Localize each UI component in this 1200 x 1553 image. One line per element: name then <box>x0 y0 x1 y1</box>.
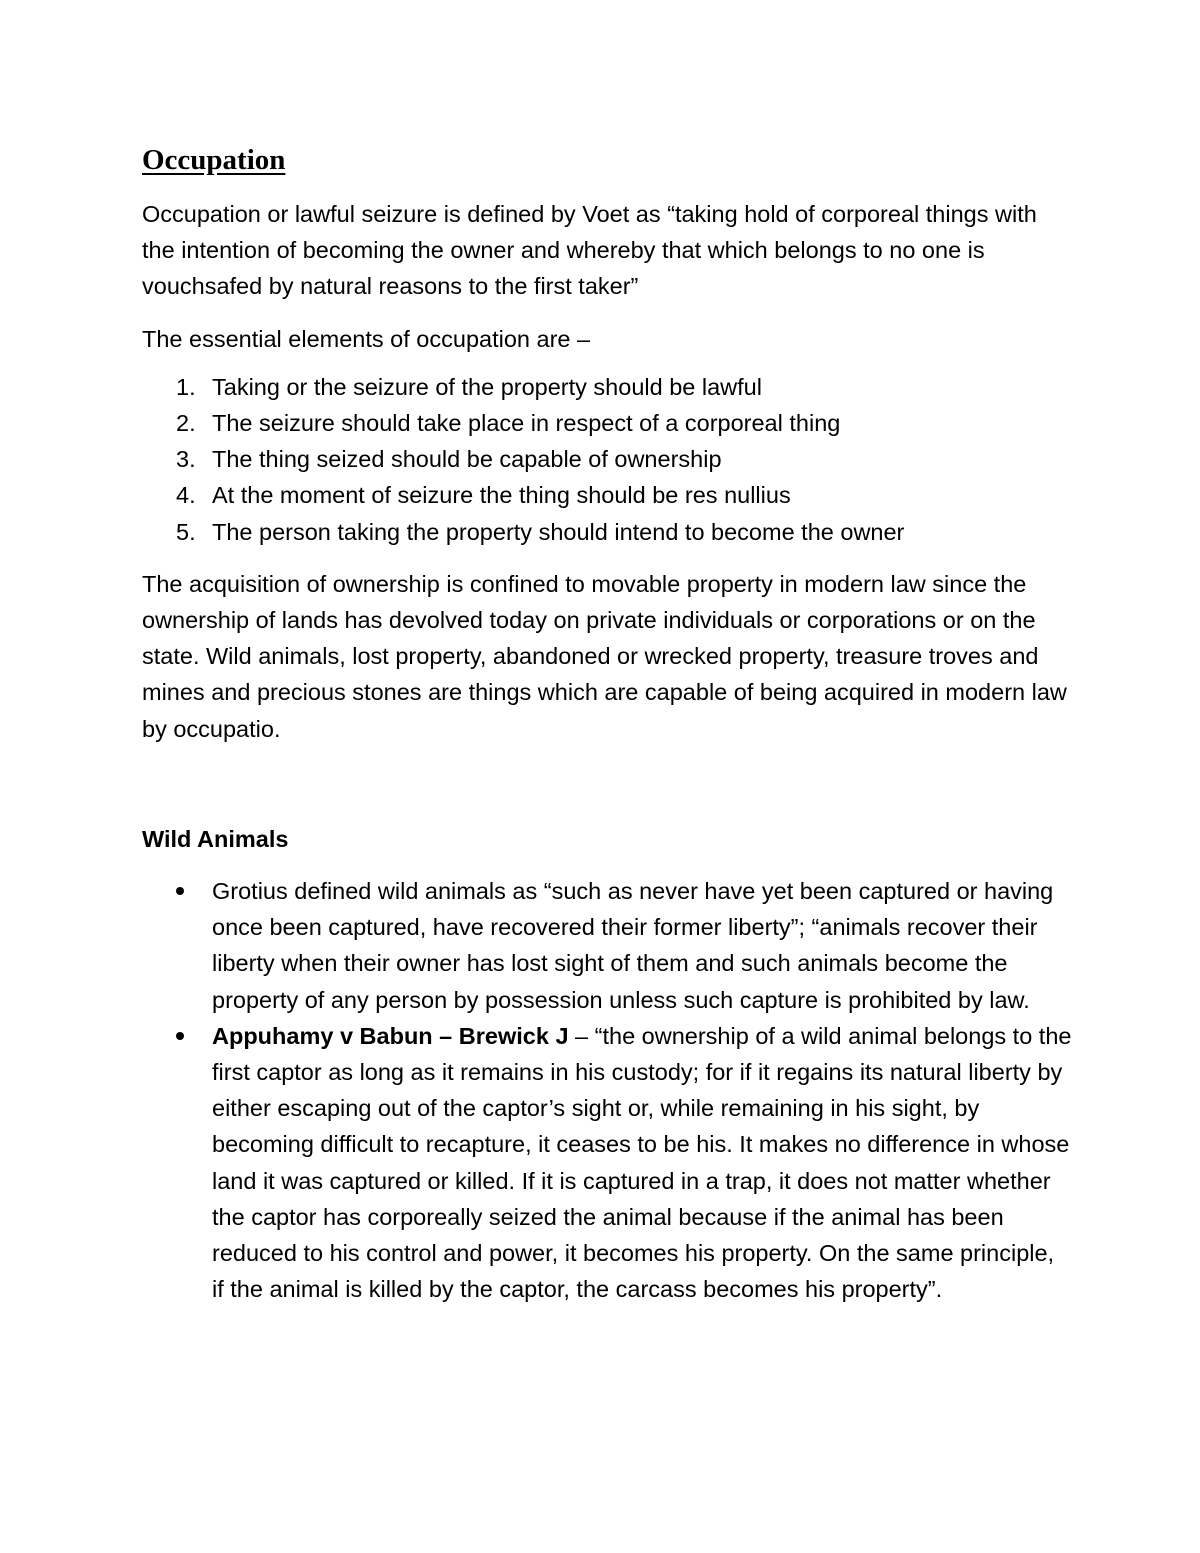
list-item <box>142 405 1072 441</box>
document-page <box>142 140 1072 1307</box>
list-number: 4. <box>176 482 196 509</box>
bullet-icon <box>176 1032 184 1040</box>
wild-animals-list <box>142 873 1072 1307</box>
list-item-text: The thing seized should be capable of ownership <box>212 446 722 473</box>
list-number: 2. <box>176 410 196 437</box>
list-item-text: The seizure should take place in respect of a corporeal thing <box>212 410 841 437</box>
list-item-text: The person taking the property should intend to become the owner <box>212 518 905 545</box>
wild-animals-heading: Wild Animals <box>142 825 289 852</box>
bullet-text: – “the ownership of a wild animal belongs to the first captor as long as it remains in his custody; for if it regains its natural liberty by either escaping out of the captor’s sight or, while remaining in his sight, by becoming difficult to recapture, it ceases to be his. It makes no difference in whose land it was captured or killed. If it is captured in a trap, it does not matter whether the captor has corporeally seized the animal because if the animal has been reduced to his control and power, it becomes his property. On the same principle, if the animal is killed by the captor, the carcass becomes his property”. <box>212 1022 1072 1303</box>
list-number: 3. <box>176 446 196 473</box>
list-number: 1. <box>176 373 196 400</box>
page-title: Occupation <box>142 144 286 176</box>
case-citation: Appuhamy v Babun – Brewick J <box>212 1022 569 1049</box>
list-item-text: Taking or the seizure of the property should be lawful <box>212 373 762 400</box>
bullet-item <box>142 1018 1072 1308</box>
elements-lead: The essential elements of occupation are – <box>142 325 591 352</box>
list-item <box>142 369 1072 405</box>
bullet-text: Grotius defined wild animals as “such as never have yet been captured or having once been captured, have recovered their former liberty”; “animals recover their liberty when their owner has lost sight of them and such animals become the property of any person by possession unless such capture is prohibited by law. <box>212 878 1054 1013</box>
bullet-icon <box>176 887 184 895</box>
intro-paragraph: Occupation or lawful seizure is defined by Voet as “taking hold of corporeal things with the intention of becoming the owner and whereby that which belongs to no one is vouchsafed by natural reasons to the first taker” <box>142 201 1037 300</box>
acquisition-paragraph: The acquisition of ownership is confined to movable property in modern law since the ownership of lands has devolved today on private individuals or corporations or on the state. Wild animals, lost property, abandoned or wrecked property, treasure troves and mines and precious stones are things which are capable of being acquired in modern law by occupatio. <box>142 570 1067 742</box>
list-number: 5. <box>176 518 196 545</box>
list-item <box>142 514 1072 550</box>
list-item <box>142 477 1072 513</box>
list-item <box>142 441 1072 477</box>
list-item-text: At the moment of seizure the thing should be res nullius <box>212 482 791 509</box>
bullet-item <box>142 873 1072 1018</box>
elements-list <box>142 369 1072 550</box>
